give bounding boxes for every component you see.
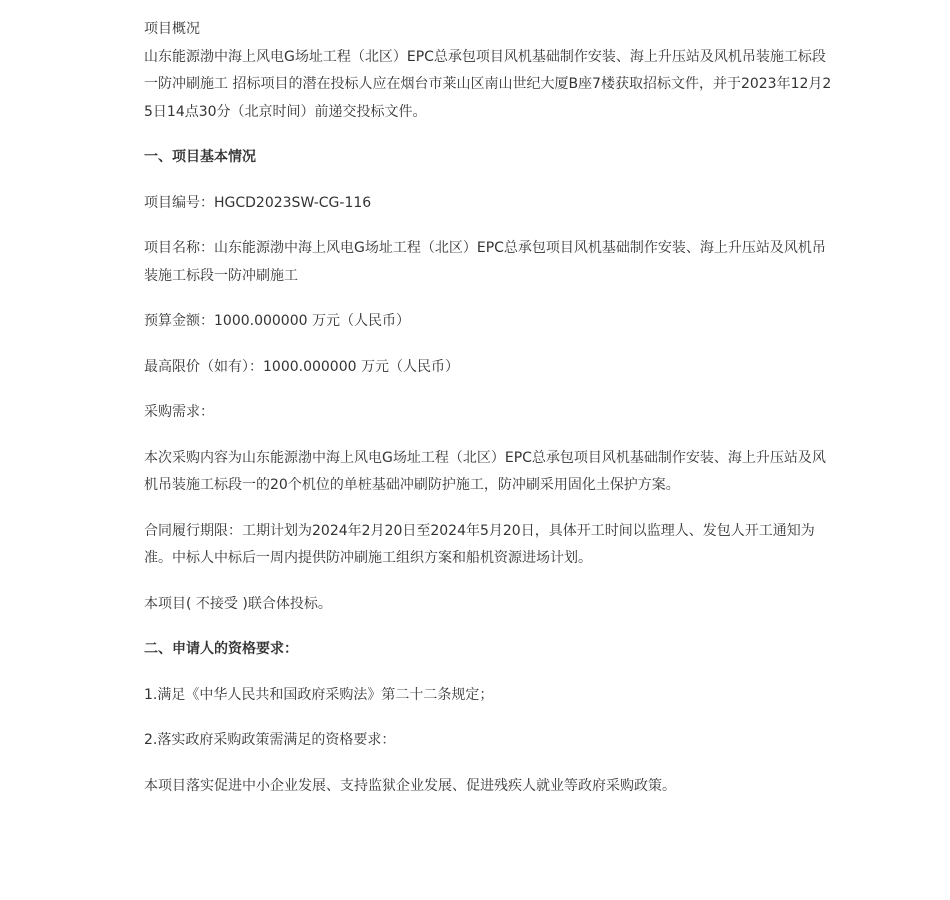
project-name: 项目名称：山东能源渤中海上风电G场址工程（北区）EPC总承包项目风机基础制作安装、海上升压站及风机吊装施工标段一防冲刷施工 [144,240,826,284]
procurement-content: 本次采购内容为山东能源渤中海上风电G场址工程（北区）EPC总承包项目风机基础制作安装、海上升压站及风机吊装施工标段一的20个机位的单桩基础冲刷防护施工，防冲刷采用固化土保护方案。 [144,449,826,493]
contract-period: 合同履行期限：工期计划为2024年2月20日至2024年5月20日，具体开工时间以监理人、发包人开工通知为准。中标人中标后一周内提供防冲刷施工组织方案和船机资源进场计划。 [144,522,815,566]
announcement-document [144,16,834,818]
requirement-1: 1.满足《中华人民共和国政府采购法》第二十二条规定； [144,686,494,703]
requirement-2: 2.落实政府采购政策需满足的资格要求： [144,732,396,748]
consortium-note: 本项目( 不接受 )联合体投标。 [144,595,332,612]
section2-heading: 二、申请人的资格要求： [144,641,298,657]
budget-amount: 预算金额：1000.000000 万元（人民币） [144,313,410,329]
overview-title: 项目概况 [144,21,200,37]
max-price: 最高限价（如有）：1000.000000 万元（人民币） [144,358,459,375]
project-number: 项目编号：HGCD2023SW-CG-116 [144,194,372,211]
procurement-needs-label: 采购需求： [144,404,214,420]
section1-heading: 一、项目基本情况 [144,149,256,165]
overview-text: 山东能源渤中海上风电G场址工程（北区）EPC总承包项目风机基础制作安装、海上升压站及风机吊装施工标段一防冲刷施工 招标项目的潜在投标人应在烟台市莱山区南山世纪大厦B座7楼获取招标文件，并于2023年12月25日14点30分（北京时间）前递交投标文件。 [144,48,832,120]
policy-statement: 本项目落实促进中小企业发展、支持监狱企业发展、促进残疾人就业等政府采购政策。 [144,777,676,794]
